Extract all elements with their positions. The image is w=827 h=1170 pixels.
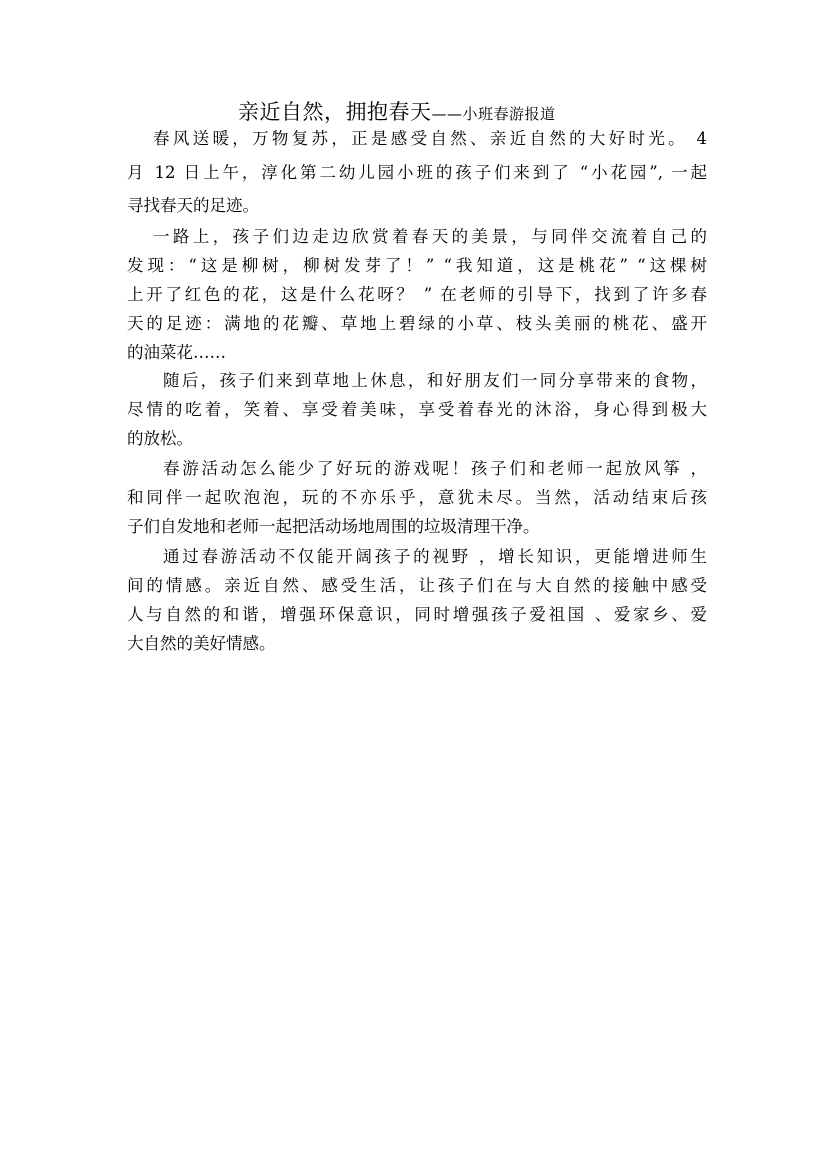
paragraph-1-line-2: 月 12 日上午，淳化第二幼儿园小班的孩子们来到了 “小花园”, 一起 xyxy=(127,163,707,182)
paragraph-4-line-3: 子们自发地和老师一起把活动场地周围的垃圾清理干净。 xyxy=(127,517,540,536)
paragraph-3-line-2: 尽情的吃着，笑着、享受着美味，享受着春光的沐浴，身心得到极大 xyxy=(127,400,707,419)
paragraph-1-line-3: 寻找春天的足迹。 xyxy=(127,196,259,215)
paragraph-5-line-4: 大自然的美好情感。 xyxy=(127,634,276,653)
paragraph-1-line-1: 春风送暖，万物复苏，正是感受自然、亲近自然的大好时光。 4 xyxy=(153,129,707,148)
paragraph-2-line-3: 上开了红色的花，这是什么花呀？ ” 在老师的引导下，找到了许多春 xyxy=(127,285,707,304)
paragraph-3-line-3: 的放松。 xyxy=(127,429,193,448)
paragraph-5-line-2: 间的情感。亲近自然、感受生活，让孩子们在与大自然的接触中感受 xyxy=(127,576,707,595)
paragraph-2-line-5: 的油菜花…… xyxy=(127,343,226,362)
article-title xyxy=(238,96,556,126)
paragraph-2-line-1: 一路上，孩子们边走边欣赏着春天的美景，与同伴交流着自己的 xyxy=(153,227,707,246)
paragraph-4-line-1: 春游活动怎么能少了好玩的游戏呢！孩子们和老师一起放风筝 ， xyxy=(163,459,707,478)
paragraph-4-line-2: 和同伴一起吹泡泡，玩的不亦乐乎，意犹未尽。当然，活动结束后孩 xyxy=(127,488,707,507)
paragraph-2-line-4: 天的足迹：满地的花瓣、草地上碧绿的小草、枝头美丽的桃花、盛开 xyxy=(127,314,707,333)
paragraph-5-line-3: 人与自然的和谐，增强环保意识，同时增强孩子爱祖国 、爱家乡、爱 xyxy=(127,605,707,624)
title-main: 亲近自然，拥抱春天 xyxy=(238,100,432,124)
paragraph-3-line-1: 随后，孩子们来到草地上休息，和好朋友们一同分享带来的食物， xyxy=(163,371,707,390)
paragraph-2-line-2: 发现：“这是柳树，柳树发芽了！” “我知道，这是桃花” “这棵树 xyxy=(127,256,707,275)
title-subtitle: ——小班春游报道 xyxy=(431,105,556,123)
paragraph-5-line-1: 通过春游活动不仅能开阔孩子的视野 ，增长知识，更能增进师生 xyxy=(163,547,707,566)
